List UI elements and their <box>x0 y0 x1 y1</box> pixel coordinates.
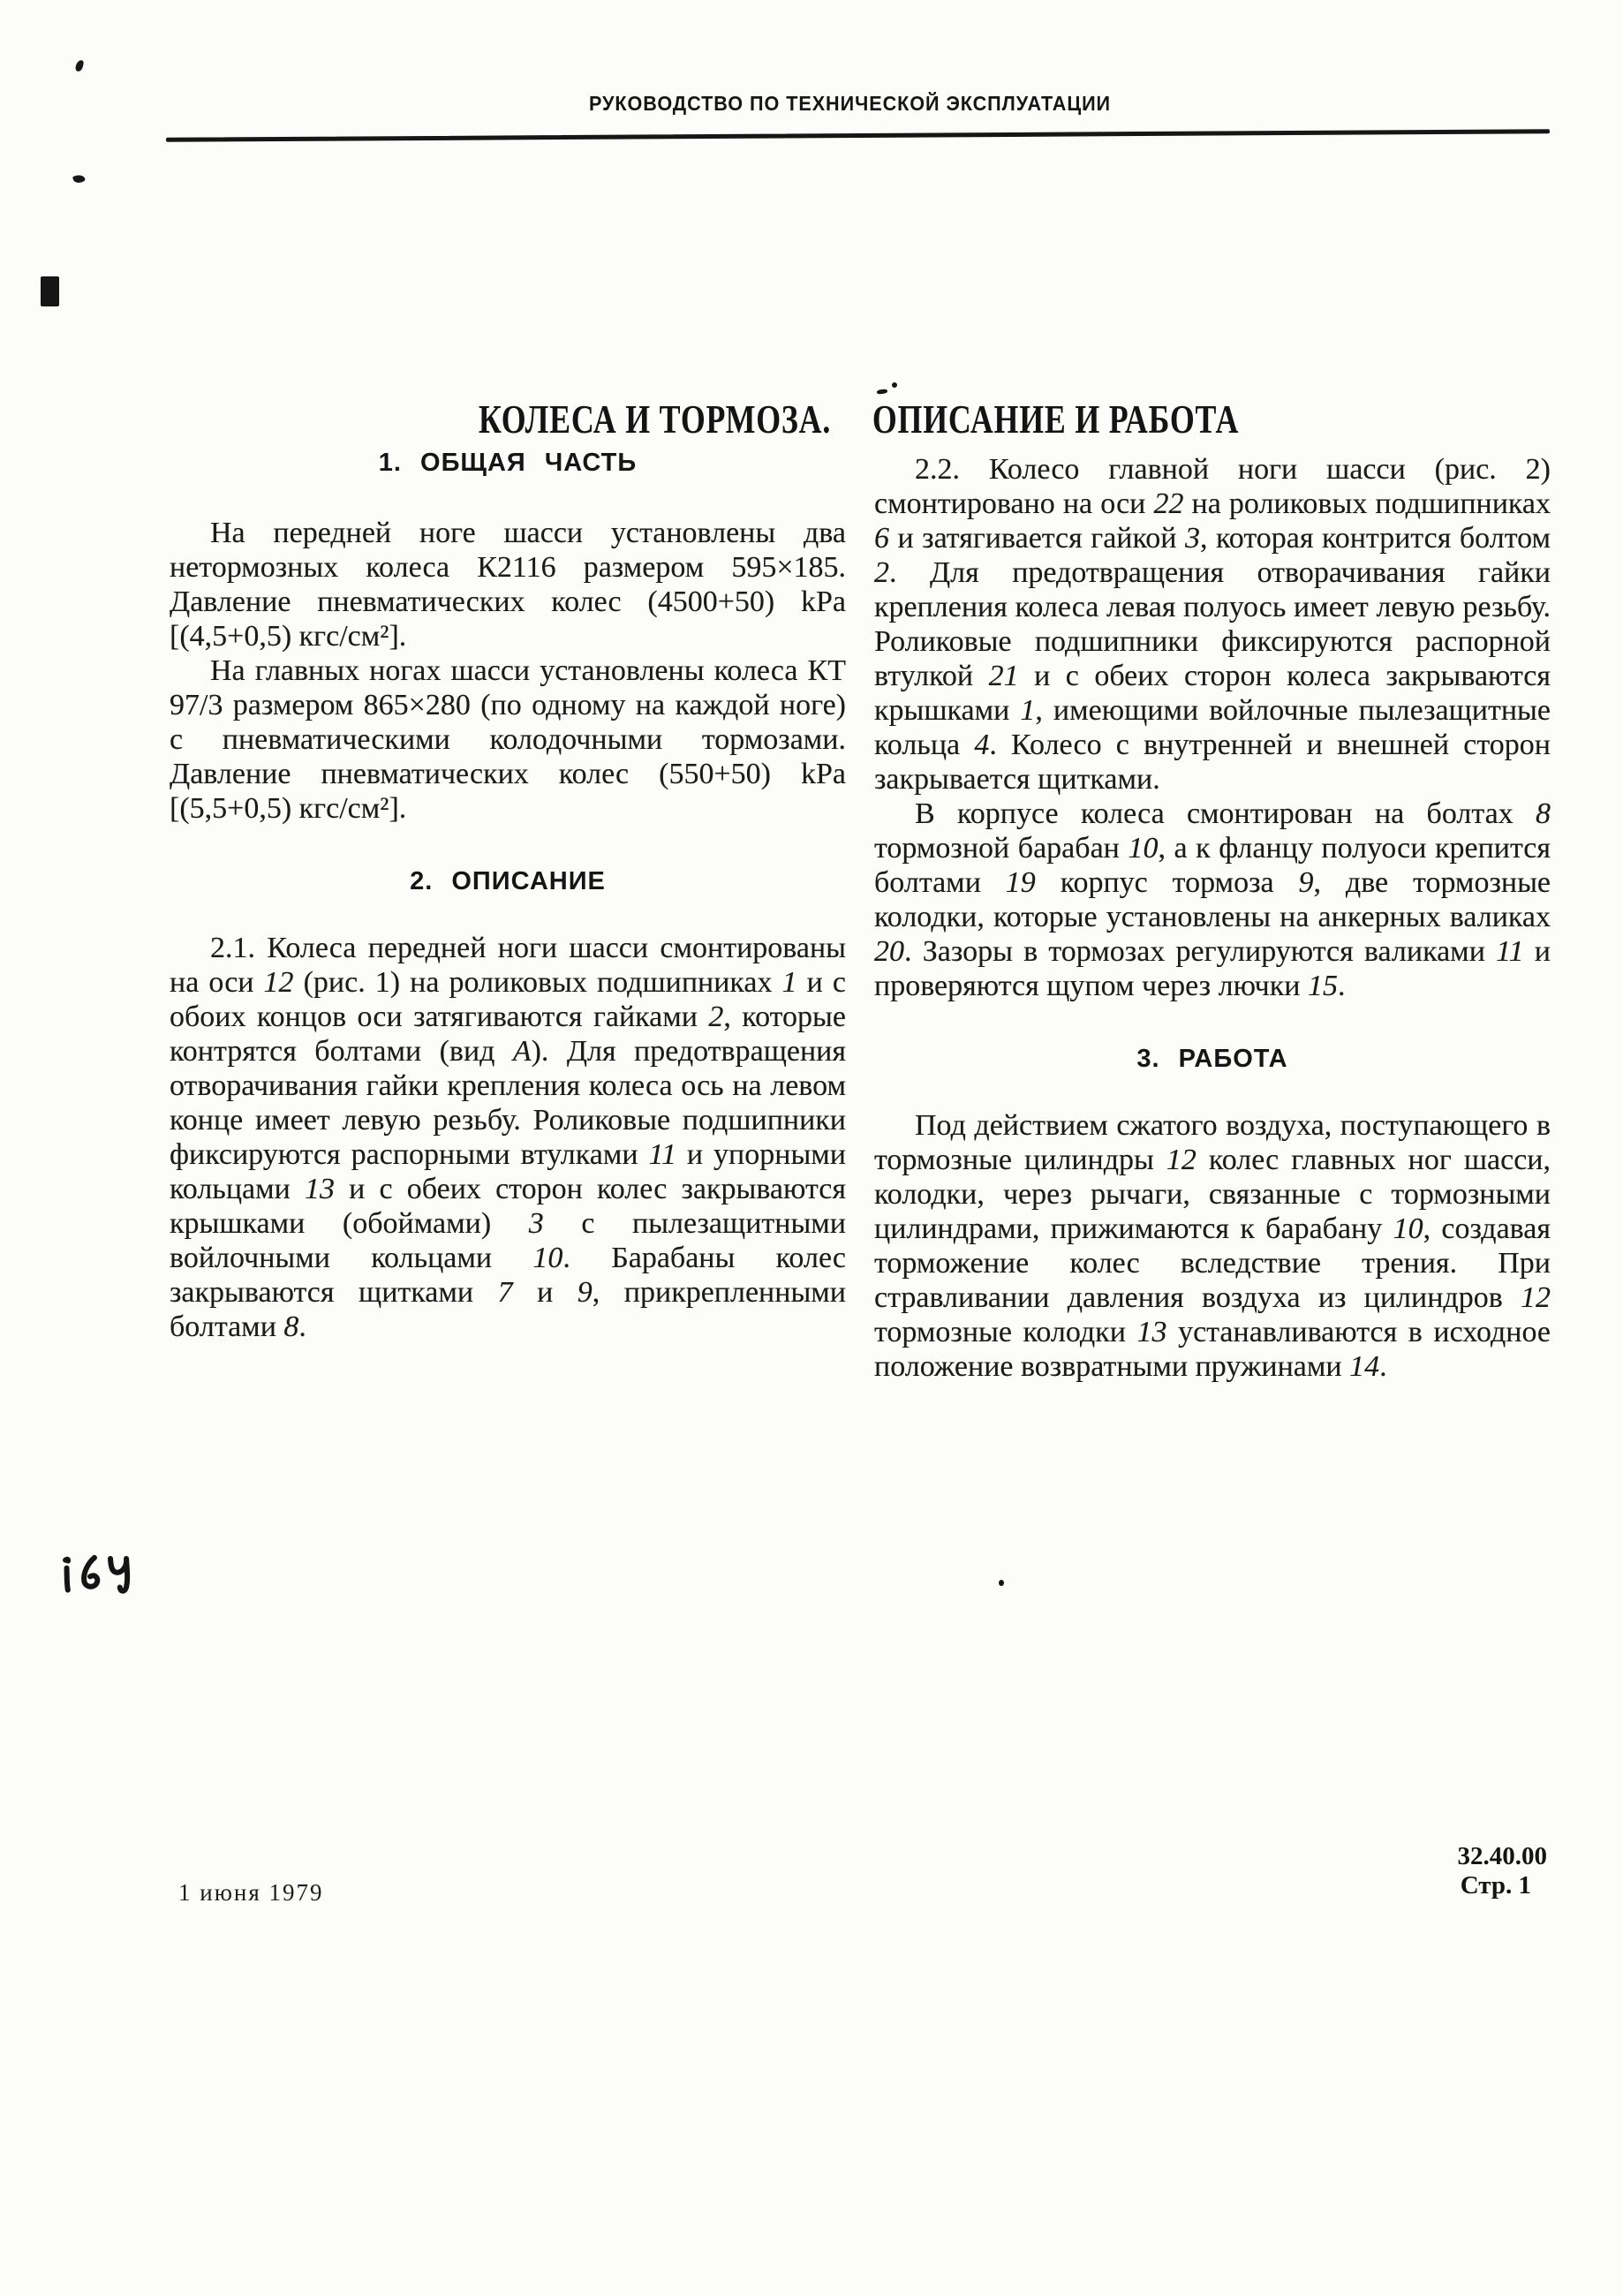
paragraph-front-wheels: На передней ноге шасси установлены два нетормозных колеса К2116 размером 595×185. Давление пневматических колес (4500+50) kPa [(4,5+0,5) кгс/см²]. <box>170 517 846 653</box>
paragraph-2-1: 2.1. Колеса передней ноги шасси смонтированы на оси 12 (рис. 1) на роликовых подшипниках 1 и с обоих концов оси затягиваются гайками 2, которые контрятся болтами (вид А). Для предотвращения отворачивания гайки крепления колеса ось на левом конце имеет левую резьбу. Роликовые подшипники фиксируются распорными втулками 11 и упорными кольцами 13 и с обеих сторон колес закрываются крышками (обоймами) 3 с пылезащитными войлочными кольцами 10. Барабаны колес закрываются щитками 7 и 9, прикрепленными болтами 8. <box>170 932 847 1343</box>
footer-reference-block <box>1458 1842 1548 1900</box>
section-heading-operation: 3. РАБОТА <box>1136 1045 1288 1073</box>
header-rule <box>166 129 1550 142</box>
section-heading-general: 1. ОБЩАЯ ЧАСТЬ <box>378 449 638 477</box>
chapter-title-right: ОПИСАНИЕ И РАБОТА <box>872 397 1240 442</box>
footer-date: 1 июня 1979 <box>178 1879 324 1906</box>
chapter-title-left: КОЛЕСА И ТОРМОЗА. <box>478 397 832 442</box>
chapter-title <box>320 396 1398 442</box>
paragraph-2-2: 2.2. Колесо главной ноги шасси (рис. 2) смонтировано на оси 22 на роликовых подшипниках 6 и затягивается гайкой 3, которая контрится болтом 2. Для предотвращения отворачивания гайки крепления колеса левая полуось имеет левую резьбу. Роликовые подшипники фиксируются распорной втулкой 21 и с обеих сторон колеса закрываются крышками 1, имеющими войлочные пылезащитные кольца 4. Колесо с внутренней и внешней сторон закрывается щитками. <box>874 453 1551 796</box>
scan-dot-lower <box>999 1580 1004 1586</box>
margin-note-handwritten <box>49 1545 137 1606</box>
running-header: РУКОВОДСТВО ПО ТЕХНИЧЕСКОЙ ЭКСПЛУАТАЦИИ <box>588 92 1112 115</box>
left-column <box>170 446 846 1344</box>
scan-black-square <box>41 276 59 306</box>
section-heading-description: 2. ОПИСАНИЕ <box>410 867 606 895</box>
scan-dot-mark <box>892 382 897 388</box>
paragraph-brake-drum: В корпусе колеса смонтирован на болтах 8 тормозной барабан 10, а к фланцу полуоси крепится болтами 19 корпус тормоза 9, две тормозные колодки, которые установлены на анкерных валиках 20. Зазоры в тормозах регулируются валиками 11 и проверяются щупом через лючки 15. <box>874 797 1551 1002</box>
scan-speck-left <box>72 173 86 185</box>
footer-page-number: Стр. 1 <box>1460 1871 1531 1899</box>
right-column <box>874 452 1551 1384</box>
scan-speck-top <box>75 59 85 72</box>
paragraph-main-wheels: На главных ногах шасси установлены колеса КТ 97/3 размером 865×280 (по одному на каждой ноге) с пневматическими колодочными тормозами. Давление пневматических колес (550+50) kPa [(5,5+0,5) кгс/см²]. <box>170 654 846 825</box>
paragraph-3-operation: Под действием сжатого воздуха, поступающего в тормозные цилиндры 12 колес главных ног шасси, колодки, через рычаги, связанные с тормозными цилиндрами, прижимаются к барабану 10, создавая торможение колес вследствие трения. При стравливании давления воздуха из цилиндров 12 тормозные колодки 13 устанавливаются в исходное положение возвратными пружинами 14. <box>874 1109 1551 1383</box>
handwritten-164-strokes <box>49 1545 137 1606</box>
footer-doc-number: 32.40.00 <box>1457 1842 1547 1870</box>
scan-dash-mark <box>877 389 888 395</box>
